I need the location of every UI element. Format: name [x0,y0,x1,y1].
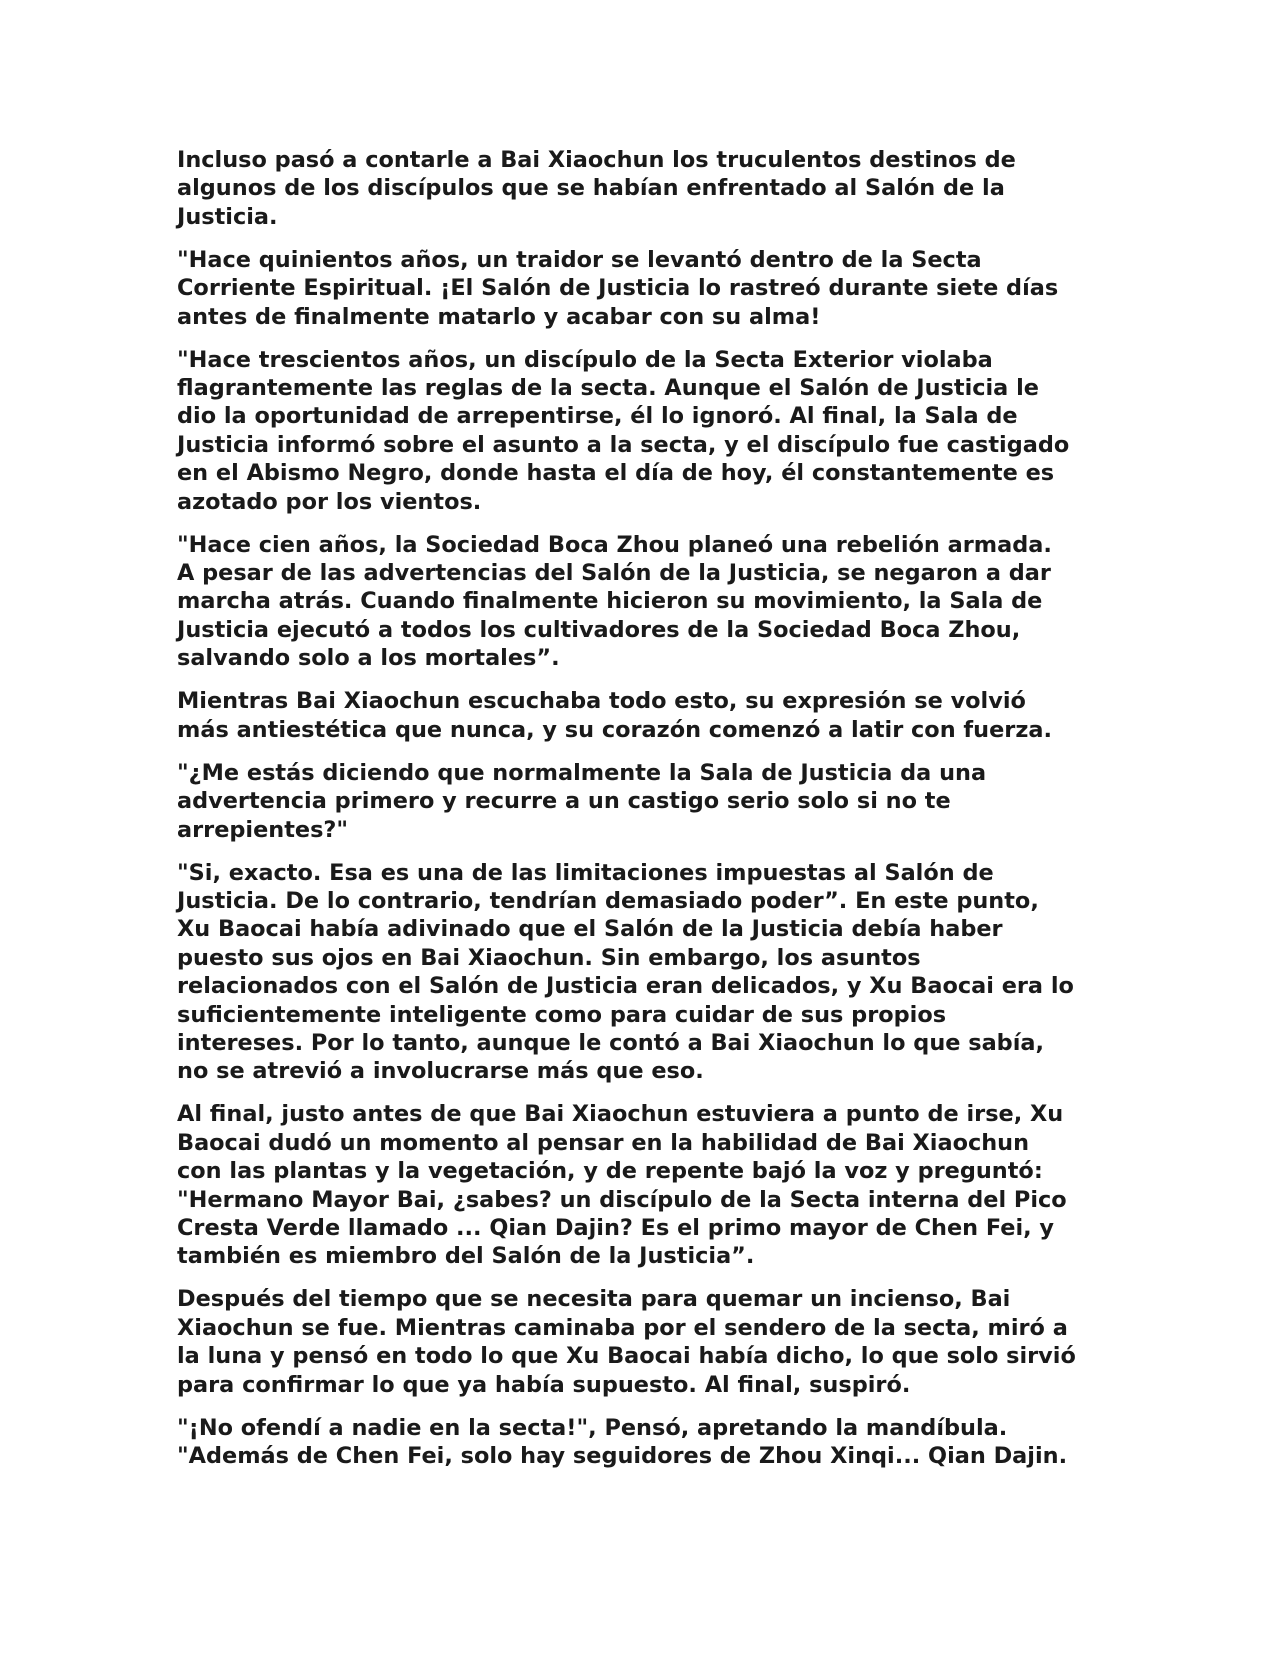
paragraph-6: "¿Me estás diciendo que normalmente la Sala de Justicia da una advertencia primero y recurre a un castigo serio solo si no te arrepientes?" [177,759,987,843]
paragraph-7: "Si, exacto. Esa es una de las limitaciones impuestas al Salón de Justicia. De lo contrario, tendrían demasiado poder”. En este punto, Xu Baocai había adivinado que el Salón de la Justicia debía haber puesto sus ojos en Bai Xiaochun. Sin embargo, los asuntos relacionados con el Salón de Justicia eran delicados, y Xu Baocai era lo suficientemente inteligente como para cuidar de sus propios intereses. Por lo tanto, aunque le contó a Bai Xiaochun lo que sabía, no se atrevió a involucrarse más que eso. [177,859,1074,1085]
paragraph-3: "Hace trescientos años, un discípulo de la Secta Exterior violaba flagrantemente las reglas de la secta. Aunque el Salón de Justicia le dio la oportunidad de arrepentirse, él lo ignoró. Al final, la Sala de Justicia informó sobre el asunto a la secta, y el discípulo fue castigado en el Abismo Negro, donde hasta el día de hoy, él constantemente es azotado por los vientos. [177,346,1070,515]
paragraph-4: "Hace cien años, la Sociedad Boca Zhou planeó una rebelión armada. A pesar de las advertencias del Salón de la Justicia, se negaron a dar marcha atrás. Cuando finalmente hicieron su movimiento, la Sala de Justicia ejecutó a todos los cultivadores de la Sociedad Boca Zhou, salvando solo a los mortales”. [177,531,1052,672]
paragraph-8: Al final, justo antes de que Bai Xiaochun estuviera a punto de irse, Xu Baocai dudó un momento al pensar en la habilidad de Bai Xiaochun con las plantas y la vegetación, y de repente bajó la voz y preguntó: "Hermano Mayor Bai, ¿sabes? un discípulo de la Secta interna del Pico Cresta Verde llamado ... Qian Dajin? Es el primo mayor de Chen Fei, y también es miembro del Salón de la Justicia”. [177,1101,1067,1270]
paragraph-2: "Hace quinientos años, un traidor se levantó dentro de la Secta Corriente Espiritual. ¡El Salón de Justicia lo rastreó durante siete días antes de finalmente matarlo y acabar con su alma! [177,246,1059,330]
paragraph-5: Mientras Bai Xiaochun escuchaba todo esto, su expresión se volvió más antiestética que nunca, y su corazón comenzó a latir con fuerza. [177,688,1052,743]
paragraph-10: "¡No ofendí a nadie en la secta!", Pensó, apretando la mandíbula. "Además de Chen Fei, solo hay seguidores de Zhou Xinqi... Qian Dajin. [177,1414,1068,1469]
paragraph-9: Después del tiempo que se necesita para quemar un incienso, Bai Xiaochun se fue. Mientras caminaba por el sendero de la secta, miró a la luna y pensó en todo lo que Xu Baocai había dicho, lo que solo sirvió para confirmar lo que ya había supuesto. Al final, suspiró. [177,1286,1076,1398]
paragraph-1: Incluso pasó a contarle a Bai Xiaochun los truculentos destinos de algunos de los discípulos que se habían enfrentado al Salón de la Justicia. [177,147,1016,230]
document-page [177,146,1107,1485]
